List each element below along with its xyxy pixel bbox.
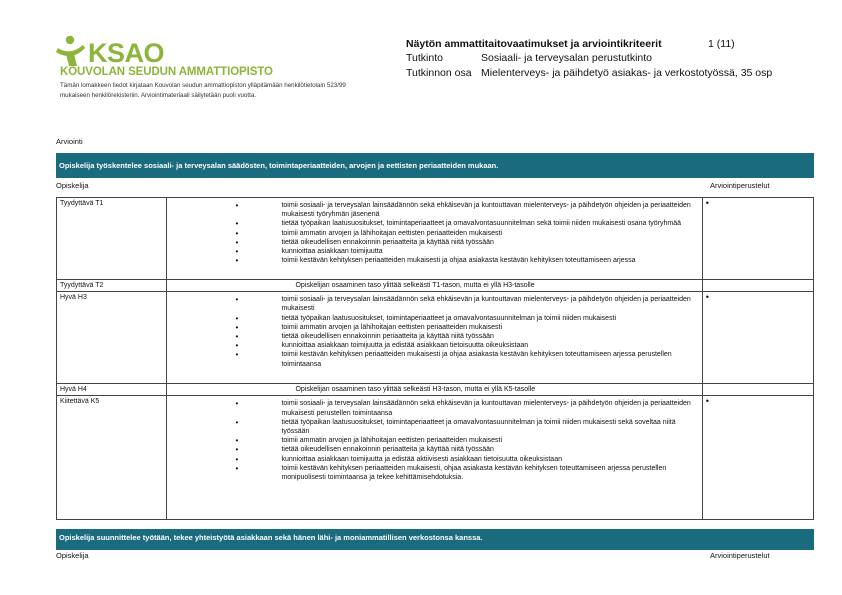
column-header-arviointiperustelut: Arviointiperustelut [710,551,770,560]
criteria-cell [167,280,702,292]
criteria-cell [167,198,702,280]
section2-title-band: Opiskelija suunnittelee työtään, tekee yhteistyötä asiakkaan sekä hänen lähi- ja moniammatillisen verkostonsa kanssa. [56,529,814,550]
table-row [57,292,814,384]
column-header-arviointiperustelut: Arviointiperustelut [710,181,770,190]
criteria-text: Opiskelijan osaaminen taso ylittää selkeästi H3-tason, mutta ei yllä K5-tasolle [295,386,536,394]
level-label: Hyvä H4 [57,384,167,396]
level-label: Kiitettävä K5 [57,396,167,520]
assessment-cell[interactable] [702,198,813,280]
criteria-item: • toimii kestävän kehityksen periaatteiden mukaisesti, ohjaa asiakasta kestävän kehityksen toteuttamiseen arjessa perustellen monipuolisesti toimintaansa ja tekee kehittämisehdotuksia. [281,464,698,482]
criteria-item: • toimii sosiaali- ja terveysalan lainsäädännön sekä ehkäisevän ja kuntouttavan mielenterveys- ja päihdetyön ohjeiden ja periaatteiden mukaisesti perustellen toimintaansa [281,399,698,417]
criteria-text: Opiskelijan osaaminen taso ylittää selkeästi T1-tason, mutta ei yllä H3-tasolle [295,282,535,289]
criteria-item: • tietää oikeudellisen ennakoinnin periaatteita ja käyttää niitä työssään [281,238,698,247]
page-number: 1 (11) [708,38,735,50]
tutkinto-label: Tutkinto [406,52,443,64]
criteria-item: • toimii sosiaali- ja terveysalan lainsäädännön sekä ehkäisevän ja kuntouttavan mielenterveys- ja päihdetyön ohjeiden ja periaatteiden mukaisesti [281,295,698,313]
criteria-item: • toimii sosiaali- ja terveysalan lainsäädännön sekä ehkäisevän ja kuntouttavan mielenterveys- ja päihdetyön ohjeiden ja periaatteiden mukaisesti työryhmän jäsenenä [281,201,698,219]
table-row [57,396,814,520]
level-label: Hyvä H3 [57,292,167,384]
section1-title-band: Opiskelija työskentelee sosiaali- ja terveysalan säädösten, toimintaperiaatteiden, arvojen ja eettisten periaatteiden mukaan. [56,153,814,178]
privacy-notice [60,81,410,100]
tutkinto-value: Sosiaali- ja terveysalan perustutkinto [481,52,653,64]
column-header-opiskelija: Opiskelija [56,181,89,190]
logo-brand: KSAO [88,38,165,68]
assessment-cell[interactable] [702,292,813,384]
criteria-item: • tietää työpaikan laatusuositukset, toimintaperiaatteet ja omavalvontasuunnitelman sekä toimii niiden mukaisesti osana työryhmää [281,219,698,228]
column-header-opiskelija: Opiskelija [56,551,89,560]
criteria-item: • toimii kestävän kehityksen periaatteiden mukaisesti ja ohjaa asiakasta kestävän kehityksen toteuttamiseen arjessa [281,256,698,265]
table-row [57,198,814,280]
logo-subtitle: KOUVOLAN SEUDUN AMMATTIOPISTO [60,66,273,78]
criteria-item: • toimii ammatin arvojen ja lähihoitajan eettisten periaatteiden mukaisesti [281,436,698,445]
section-label: Arviointi [56,137,83,146]
bullet-mark: • [705,292,709,303]
bullet-mark: • [705,396,709,407]
criteria-item: • tietää työpaikan laatusuositukset, toimintaperiaatteet ja omavalvontasuunnitelman ja toimii niiden mukaisesti sekä soveltaa niitä työssään [281,418,698,436]
criteria-item: • toimii kestävän kehityksen periaatteiden mukaisesti ja ohjaa asiakasta kestävän kehityksen toteuttamiseen arjessa perustellen toimintaansa [281,350,698,368]
criteria-item: • tietää oikeudellisen ennakoinnin periaatteita ja käyttää niitä työssään [281,332,698,341]
criteria-item: • toimii ammatin arvojen ja lähihoitajan eettisten periaatteiden mukaisesti [281,229,698,238]
criteria-table [56,197,814,520]
assessment-cell[interactable] [702,396,813,520]
bullet-mark: • [705,198,709,208]
criteria-cell [167,292,702,384]
level-label: Tyydyttävä T1 [57,198,167,280]
assessment-cell[interactable] [702,384,813,396]
privacy-notice-line: Tämän lomakkeen tiedot kirjataan Kouvolan seudun ammattiopiston ylläpitämään henkilötietolain 523/99 [60,82,346,89]
document-title: Näytön ammattitaitovaatimukset ja arviointikriteerit [406,38,662,50]
criteria-item: • kunnioittaa asiakkaan toimijuutta ja edistää asiakkaan tietoisuutta oikeuksistaan [281,341,698,350]
privacy-notice-line: mukaiseen henkilörekisteriin. Arviointimateriaali säilytetään puoli vuotta. [60,91,257,99]
tutkinnon-osa-value: Mielenterveys- ja päihdetyö asiakas- ja verkostotyössä, 35 osp [481,67,773,79]
assessment-cell[interactable] [702,280,813,292]
criteria-item: • tietää työpaikan laatusuositukset, toimintaperiaatteet ja omavalvontasuunnitelman ja toimii niiden mukaisesti [281,314,698,323]
criteria-item: • kunnioittaa asiakkaan toimijuutta ja edistää aktiivisesti asiakkaan tietoisuutta oikeuksistaan [281,455,698,464]
table-row [57,384,814,396]
criteria-cell [167,396,702,520]
criteria-item: • tietää oikeudellisen ennakoinnin periaatteita ja käyttää niitä työssään [281,445,698,454]
level-label: Tyydyttävä T2 [57,280,167,292]
criteria-cell [167,384,702,396]
criteria-item: • toimii ammatin arvojen ja lähihoitajan eettisten periaatteiden mukaisesti [281,323,698,332]
tutkinnon-osa-label: Tutkinnon osa [406,67,472,79]
table-row [57,280,814,292]
criteria-item: • kunnioittaa asiakkaan toimijuutta [281,247,698,256]
